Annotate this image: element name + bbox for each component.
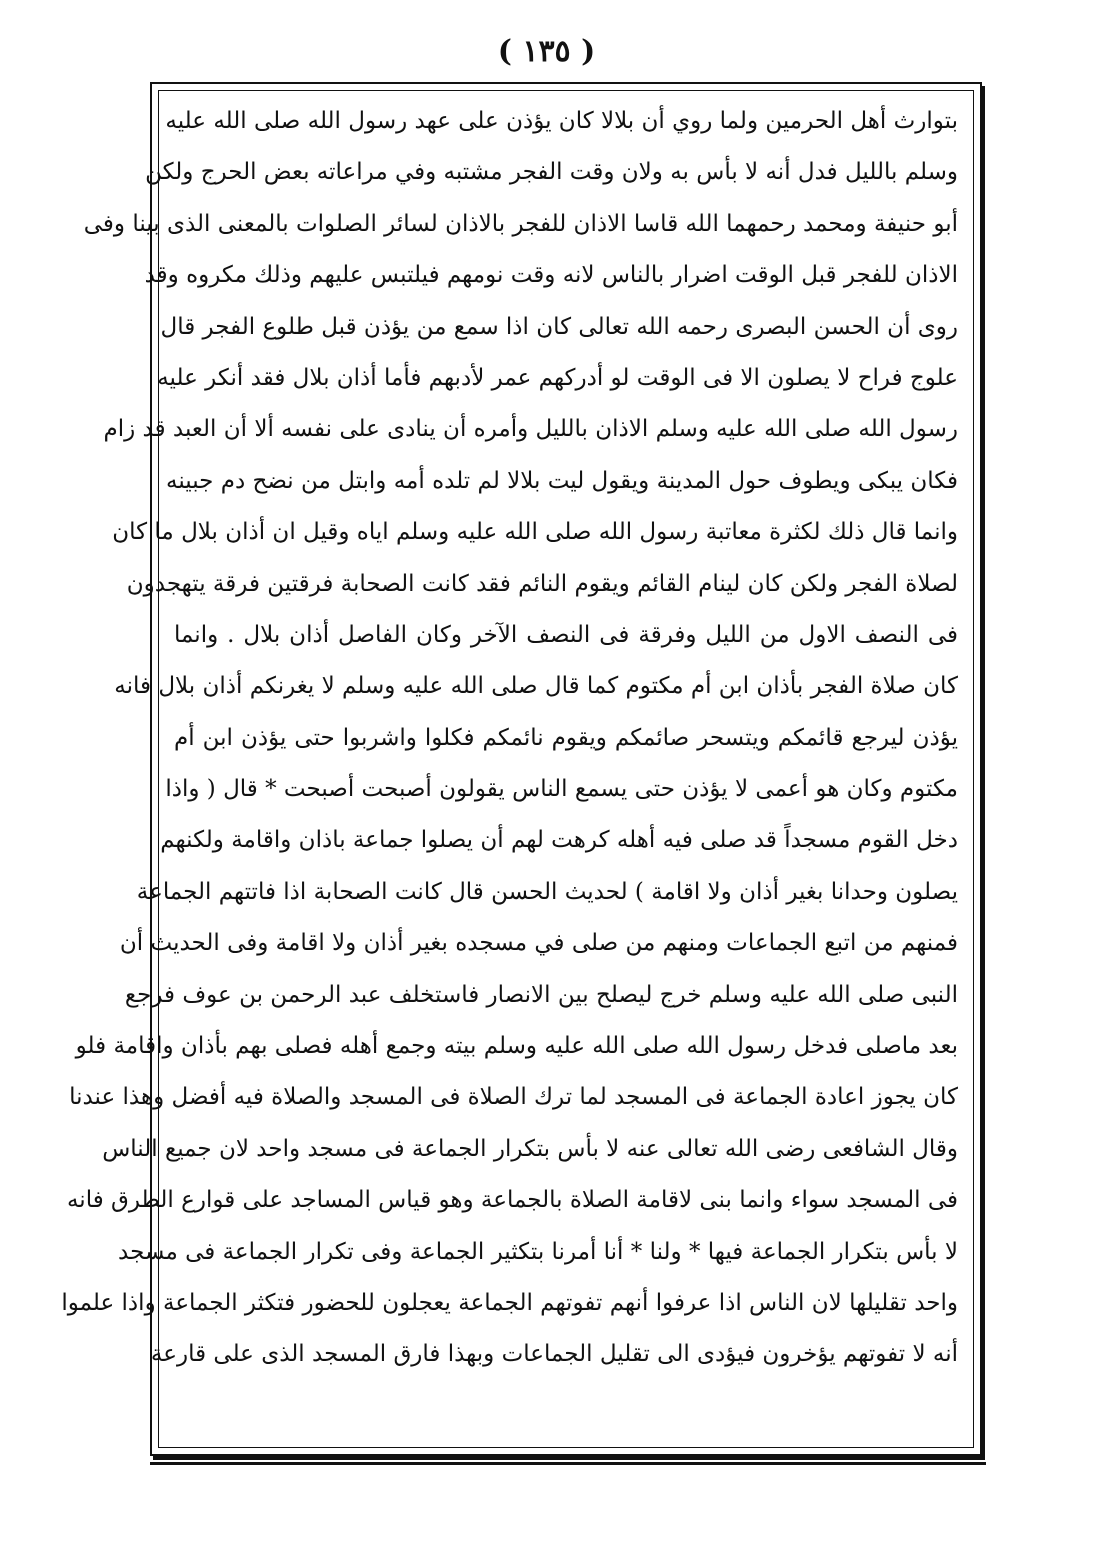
text-line: لصلاة الفجر ولكن كان لينام القائم ويقوم النائم فقد كانت الصحابة فرقتين فرقة يتهجدون	[126, 570, 958, 597]
text-line: بعد ماصلى فدخل رسول الله صلى الله عليه وسلم بيته وجمع أهله فصلى بهم بأذان واقامة فلو	[75, 1033, 958, 1060]
text-line: فمنهم من اتبع الجماعات ومنهم من صلى في مسجده بغير أذان ولا اقامة وفى الحديث أن	[119, 930, 958, 957]
bottom-rule	[150, 1462, 986, 1465]
text-line: وسلم بالليل فدل أنه لا بأس به ولان وقت الفجر مشتبه وفي مراعاته بعض الحرج ولكن	[145, 159, 958, 186]
text-line: روى أن الحسن البصرى رحمه الله تعالى كان اذا سمع من يؤذن قبل طلوع الفجر قال	[160, 313, 958, 340]
text-line: بتوارث أهل الحرمين ولما روي أن بلالا كان يؤذن على عهد رسول الله صلى الله عليه	[165, 108, 958, 134]
text-line: علوج فراح لا يصلون الا فى الوقت لو أدركهم عمر لأدبهم فأما أذان بلال فقد أنكر عليه	[157, 364, 958, 391]
text-line: كان يجوز اعادة الجماعة فى المسجد لما ترك الصلاة فى المسجد والصلاة فيه أفضل وهذا عندنا	[69, 1084, 958, 1111]
text-line: الاذان للفجر قبل الوقت اضرار بالناس لانه وقت نومهم فيلتبس عليهم وذلك مكروه وقد	[144, 262, 958, 289]
text-line: مكتوم وكان هو أعمى لا يؤذن حتى يسمع الناس يقولون أصبحت أصبحت * قال ( واذا	[165, 776, 958, 803]
text-line: وانما قال ذلك لكثرة معاتبة رسول الله صلى الله عليه وسلم اياه وقيل ان أذان بلال ما كان	[112, 519, 958, 546]
text-line: وقال الشافعى رضى الله تعالى عنه لا بأس بتكرار الجماعة فى مسجد واحد لان جميع الناس	[102, 1135, 958, 1162]
text-line: النبى صلى الله عليه وسلم خرج ليصلح بين الانصار فاستخلف عبد الرحمن بن عوف فرجع	[124, 981, 958, 1008]
page-number: ( ١٣٥ )	[497, 34, 596, 69]
text-line: واحد تقليلها لان الناس اذا عرفوا أنهم تفوتهم الجماعة يعجلون للحضور فتكثر الجماعة واذا علموا	[61, 1289, 958, 1316]
text-frame	[61, 82, 982, 1456]
text-line: أنه لا تفوتهم يؤخرون فيؤدى الى تقليل الجماعات وبهذا فارق المسجد الذى على قارعة	[150, 1341, 958, 1368]
text-line: دخل القوم مسجداً قد صلى فيه أهله كرهت لهم أن يصلوا جماعة باذان واقامة ولكنهم	[160, 827, 958, 854]
text-line: كان صلاة الفجر بأذان ابن أم مكتوم كما قال صلى الله عليه وسلم لا يغرنكم أذان بلال فانه	[114, 673, 958, 700]
text-body	[61, 96, 958, 1442]
text-line: لا بأس بتكرار الجماعة فيها * ولنا * أنا أمرنا بتكثير الجماعة وفى تكرار الجماعة فى مسجد	[118, 1238, 958, 1265]
text-line: فكان يبكى ويطوف حول المدينة ويقول ليت بلالا لم تلده أمه وابتل من نضح دم جبينه	[166, 467, 958, 494]
text-line: يصلون وحدانا بغير أذان ولا اقامة ) لحديث الحسن قال كانت الصحابة اذا فاتتهم الجماعة	[136, 878, 958, 905]
text-line: يؤذن ليرجع قائمكم ويتسحر صائمكم ويقوم نائمكم فكلوا واشربوا حتى يؤذن ابن أم	[174, 724, 958, 751]
text-line: أبو حنيفة ومحمد رحمهما الله قاسا الاذان للفجر بالاذان لسائر الصلوات بالمعنى الذى بينا وفى	[83, 210, 958, 237]
text-line: فى النصف الاول من الليل وفرقة فى النصف الآخر وكان الفاصل أذان بلال . وانما	[174, 621, 958, 648]
text-line: رسول الله صلى الله عليه وسلم الاذان بالليل وأمره أن ينادى على نفسه ألا أن العبد قد زام	[103, 416, 958, 443]
text-line: فى المسجد سواء وانما بنى لاقامة الصلاة بالجماعة وهو قياس المساجد على قوارع الطرق فانه	[66, 1187, 958, 1214]
